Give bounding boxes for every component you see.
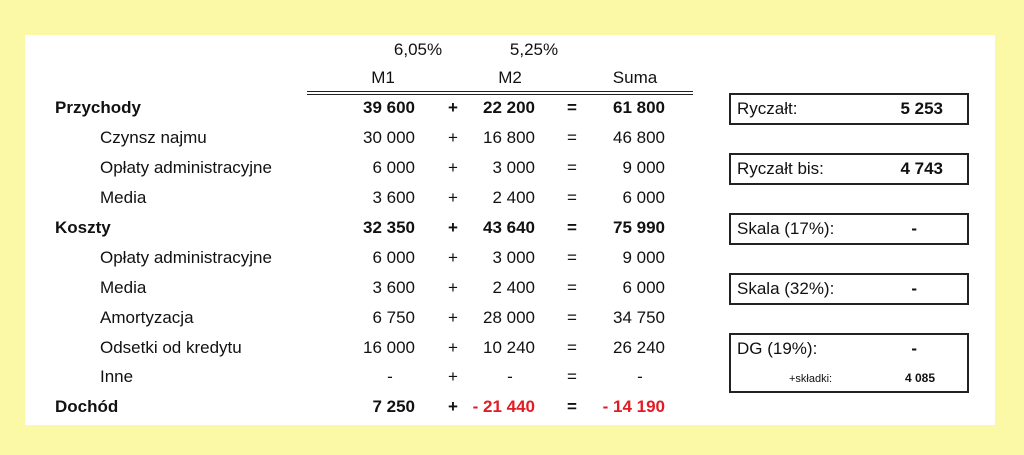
- op-equals: =: [567, 98, 577, 117]
- op-equals: =: [567, 218, 577, 237]
- cell-sum: -: [637, 367, 643, 386]
- op-equals: =: [567, 248, 577, 267]
- op-plus: +: [448, 248, 458, 267]
- cell-sum: - 14 190: [602, 397, 665, 416]
- cell-m2: 2 400: [492, 278, 535, 297]
- row-label: Media: [100, 278, 147, 297]
- op-equals: =: [567, 158, 577, 177]
- cell-m1: 6 000: [372, 158, 415, 177]
- row-label-przychody: Przychody: [55, 98, 141, 117]
- cell-m1: 39 600: [363, 98, 415, 117]
- cell-sum: 61 800: [613, 98, 665, 117]
- cell-sum: 34 750: [613, 308, 665, 327]
- cell-m2: 22 200: [483, 98, 535, 117]
- op-equals: =: [567, 308, 577, 327]
- box-label: DG (19%):: [737, 339, 818, 358]
- header-rule-bottom: [307, 94, 693, 95]
- op-plus: +: [448, 188, 458, 207]
- cell-m2: 2 400: [492, 188, 535, 207]
- cell-sum: 9 000: [622, 158, 665, 177]
- cell-m2: -: [507, 367, 513, 386]
- op-plus: +: [448, 397, 458, 416]
- op-equals: =: [567, 338, 577, 357]
- box-skala-32: [729, 273, 969, 305]
- op-equals: =: [567, 188, 577, 207]
- op-plus: +: [448, 278, 458, 297]
- box-value: 4 743: [900, 159, 943, 178]
- cell-m1: 16 000: [363, 338, 415, 357]
- row-label: Czynsz najmu: [100, 128, 207, 147]
- op-plus: +: [448, 367, 458, 386]
- op-plus: +: [448, 338, 458, 357]
- op-plus: +: [448, 218, 458, 237]
- spreadsheet: [25, 35, 995, 425]
- box-label: Ryczałt bis:: [737, 159, 824, 178]
- box-value: 5 253: [900, 99, 943, 118]
- cell-m1: 30 000: [363, 128, 415, 147]
- cell-m2: 10 240: [483, 338, 535, 357]
- cell-m1: 6 750: [372, 308, 415, 327]
- box-label: Ryczałt:: [737, 99, 798, 118]
- box-sub-value: 4 085: [905, 371, 936, 385]
- box-ryczalt-bis: [729, 153, 969, 185]
- cell-m2: 3 000: [492, 248, 535, 267]
- row-label-koszty: Koszty: [55, 218, 111, 237]
- op-plus: +: [448, 128, 458, 147]
- header-rule-top: [307, 91, 693, 92]
- box-label: Skala (32%):: [737, 279, 835, 298]
- box-value: -: [911, 219, 917, 238]
- box-ryczalt: [729, 93, 969, 125]
- column-header-sum: Suma: [612, 68, 658, 87]
- cell-sum: 6 000: [622, 278, 665, 297]
- cell-m2: 3 000: [492, 158, 535, 177]
- row-label: Amortyzacja: [100, 308, 194, 327]
- op-equals: =: [567, 278, 577, 297]
- box-skala-17: [729, 213, 969, 245]
- cell-sum: 6 000: [622, 188, 665, 207]
- column-header-m2: M2: [498, 68, 522, 87]
- cell-m1: 3 600: [372, 278, 415, 297]
- cell-sum: 9 000: [622, 248, 665, 267]
- cell-m1: 3 600: [372, 188, 415, 207]
- cell-m1: 6 000: [372, 248, 415, 267]
- row-label: Opłaty administracyjne: [100, 158, 272, 177]
- cell-sum: 46 800: [613, 128, 665, 147]
- row-label: Media: [100, 188, 147, 207]
- cell-m1: -: [387, 367, 393, 386]
- op-equals: =: [567, 128, 577, 147]
- cell-m1: 7 250: [372, 397, 415, 416]
- cell-m2: 43 640: [483, 218, 535, 237]
- box-label: Skala (17%):: [737, 219, 835, 238]
- box-sub-label: +składki:: [789, 373, 833, 385]
- box-value: -: [911, 279, 917, 298]
- column-header-m1: M1: [371, 68, 395, 87]
- op-plus: +: [448, 98, 458, 117]
- row-label: Inne: [100, 367, 134, 386]
- box-dg-19: [729, 333, 969, 393]
- row-label: Opłaty administracyjne: [100, 248, 272, 267]
- cell-sum: 75 990: [613, 218, 665, 237]
- op-equals: =: [567, 367, 577, 386]
- op-plus: +: [448, 308, 458, 327]
- cell-sum: 26 240: [613, 338, 665, 357]
- rate-m2: 5,25%: [509, 40, 559, 59]
- cell-m2: 28 000: [483, 308, 535, 327]
- row-label: Odsetki od kredytu: [100, 338, 242, 357]
- box-value: -: [911, 339, 917, 358]
- row-label-dochod: Dochód: [55, 397, 119, 416]
- op-plus: +: [448, 158, 458, 177]
- cell-m2: - 21 440: [472, 397, 535, 416]
- rate-m1: 6,05%: [393, 40, 443, 59]
- cell-m2: 16 800: [483, 128, 535, 147]
- cell-m1: 32 350: [363, 218, 415, 237]
- op-equals: =: [567, 397, 577, 416]
